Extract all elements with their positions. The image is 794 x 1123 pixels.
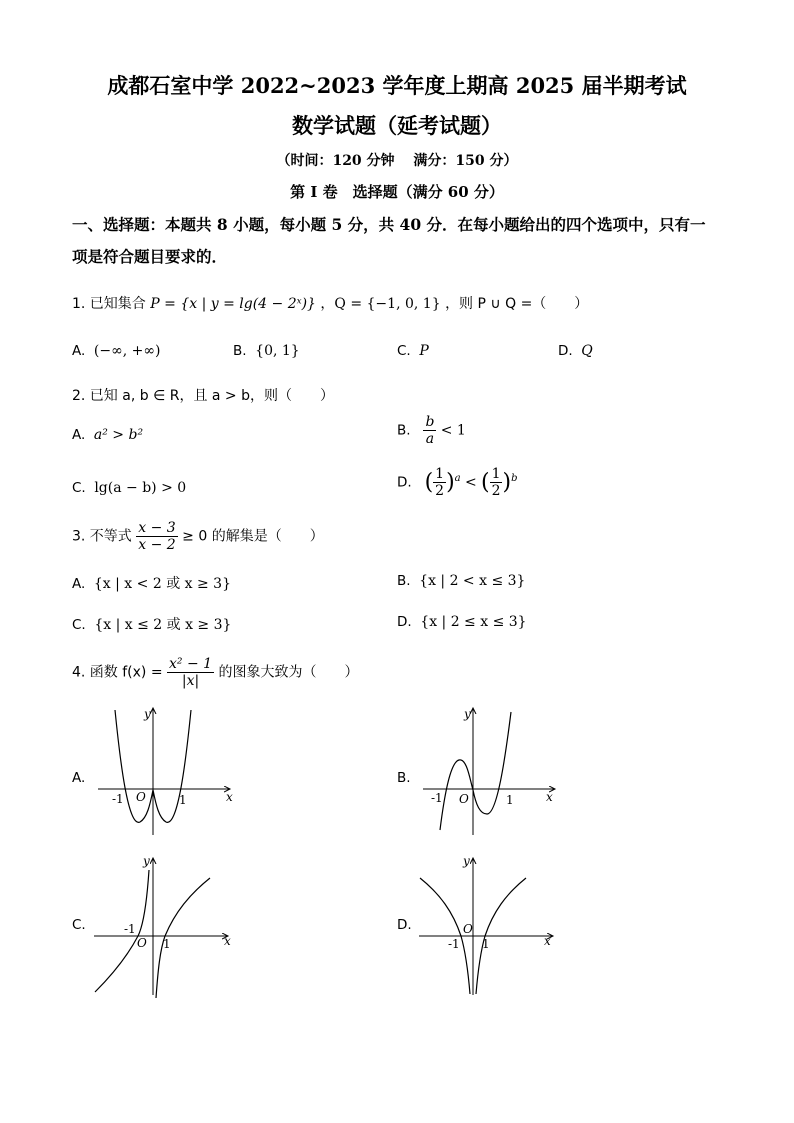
svg-text:y: y <box>464 707 471 721</box>
q4-option-b-label[interactable]: B. <box>397 770 411 786</box>
q2-option-b[interactable]: B. $\frac{b}{a}$ < 1 <box>397 414 466 447</box>
q4-option-c-label[interactable]: C. <box>72 917 86 933</box>
q1-set-p: P = {x | y = lg(4 − 2ˣ)} <box>150 296 316 312</box>
svg-text:O: O <box>459 792 469 806</box>
q3-option-a[interactable]: A. {x | x < 2 或 x ≥ 3} <box>72 576 231 592</box>
q3-option-c[interactable]: C. {x | x ≤ 2 或 x ≥ 3} <box>72 617 232 633</box>
q1-option-b[interactable]: B. {0, 1} <box>233 343 300 359</box>
svg-text:y: y <box>463 854 470 868</box>
svg-text:-1: -1 <box>448 937 460 951</box>
curve-left <box>95 870 149 992</box>
svg-text:-1: -1 <box>112 792 124 806</box>
svg-text:1: 1 <box>506 793 514 807</box>
section-instructions-line2: 项是符合题目要求的． <box>72 247 228 266</box>
q1-option-c[interactable]: C. P <box>397 343 429 359</box>
svg-text:1: 1 <box>179 793 187 807</box>
q1-tail: ，则 P ∪ Q =（ ） <box>445 296 589 312</box>
question-1 <box>72 293 588 313</box>
curve <box>440 712 511 830</box>
q4-graph-b[interactable] <box>415 700 565 840</box>
q4-option-d-label[interactable]: D. <box>397 917 412 933</box>
svg-text:x: x <box>544 934 551 948</box>
svg-text:-1: -1 <box>124 922 136 936</box>
svg-text:O: O <box>463 922 473 936</box>
section-instructions-line1: 一、选择题：本题共 8 小题，每小题 5 分，共 40 分．在每小题给出的四个选项中，只有一 <box>72 215 706 234</box>
exam-title: 成都石室中学 2022~2023 学年度上期高 2025 届半期考试 <box>107 73 687 98</box>
svg-text:x: x <box>546 790 553 804</box>
q1-set-q: ，Q = {−1, 0, 1} <box>320 296 441 312</box>
svg-text:1: 1 <box>482 937 490 951</box>
question-3: 3. 不等式 $\frac{x - 3}{x - 2}$ ≥ 0 的解集是（ ） <box>72 520 324 553</box>
q4-graph-a[interactable] <box>90 700 240 840</box>
q1-option-d[interactable]: D. Q <box>558 343 593 359</box>
svg-text:x: x <box>226 790 233 804</box>
q1-option-a[interactable]: A. (−∞, +∞) <box>72 343 161 359</box>
svg-text:1: 1 <box>163 937 171 951</box>
q2-option-a[interactable]: A. a² > b² <box>72 427 144 443</box>
q3-option-b[interactable]: B. {x | 2 < x ≤ 3} <box>397 573 526 589</box>
q2-option-c[interactable]: C. lg(a − b) > 0 <box>72 480 187 496</box>
svg-text:y: y <box>143 854 150 868</box>
svg-text:-1: -1 <box>431 791 443 805</box>
part-title: 第 I 卷 选择题（满分 60 分） <box>290 183 504 201</box>
exam-subtitle: 数学试题（延考试题） <box>292 113 502 138</box>
question-2: 2. 已知 a, b ∈ R，且 a > b，则（ ） <box>72 388 334 404</box>
q4-option-a-label[interactable]: A. <box>72 770 86 786</box>
q1-number: 1. 已知集合 <box>72 296 146 312</box>
svg-text:x: x <box>224 934 231 948</box>
q4-graph-d[interactable] <box>415 850 565 1000</box>
svg-text:O: O <box>136 790 146 804</box>
q3-option-d[interactable]: D. {x | 2 ≤ x ≤ 3} <box>397 614 527 630</box>
question-4: 4. 函数 f(x) = $\frac{\text{x² − 1}}{|x|}$ 的图象大致为（ ） <box>72 656 359 689</box>
svg-text:O: O <box>137 936 147 950</box>
svg-text:y: y <box>144 707 151 721</box>
exam-info: （时间：120 分钟 满分：150 分） <box>276 153 518 169</box>
q2-option-d[interactable]: D. ( $\frac{1}{2}$ )$^a$ < ( $\frac{1}{2}$ )$^b$ <box>397 466 518 499</box>
q4-graph-c[interactable] <box>90 850 240 1000</box>
